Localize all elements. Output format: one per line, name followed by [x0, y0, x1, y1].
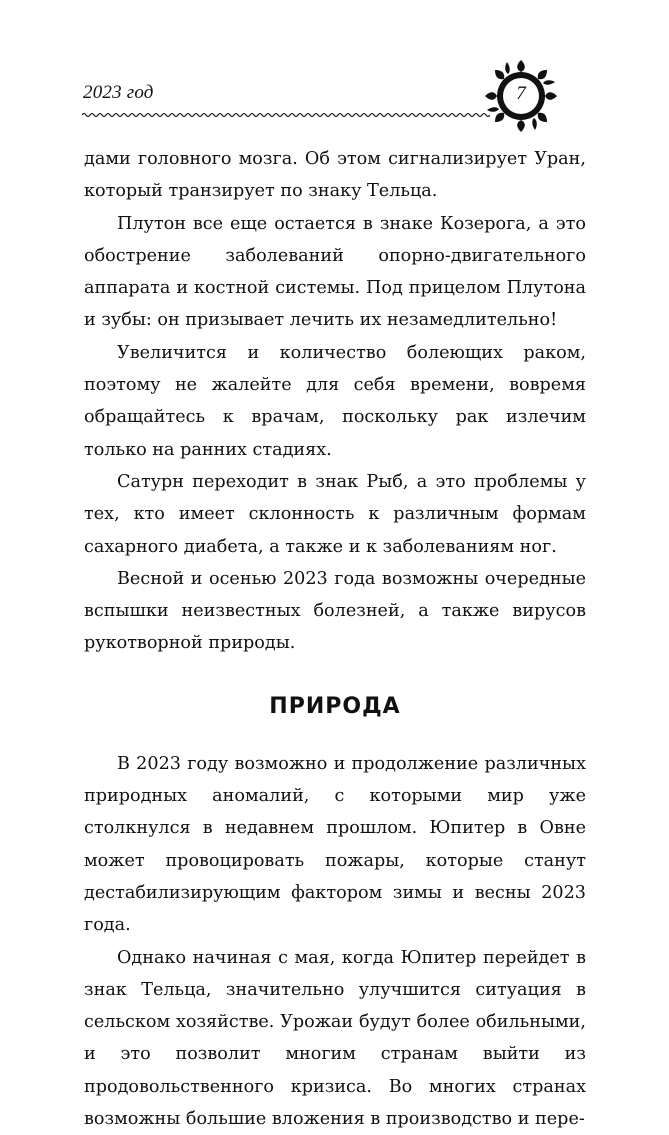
paragraph: Однако начиная с мая, когда Юпитер перейдет в знак Тельца, значительно улучшится ситуация в сельском хозяйстве. Урожаи будут более обильными, и это позволит многим странам выйти из продовольственного кризиса. Во многих странах возможны большие вложения в производство и пере- [84, 947, 586, 1130]
paragraph: Плутон все еще остается в знаке Козерога, а это обострение заболеваний опорно-двигательного аппарата и костной системы. Под прицелом Плутона и зубы: он призывает лечить их незамедлительно! [84, 213, 586, 331]
header-wavy-rule [82, 111, 490, 119]
paragraph: В 2023 году возможно и продолжение различных природных аномалий, с которыми мир уже столкнулся в недавнем прошлом. Юпитер в Овне может провоцировать пожары, которые станут дестабилизирующим фактором зимы и весны 2023 года. [84, 753, 586, 936]
page-number: 7 [516, 83, 526, 104]
paragraph: Увеличится и количество болеющих раком, поэтому не жалейте для себя времени, вовремя обращайтесь к врачам, поскольку рак излечим только на ранних стадиях. [84, 342, 586, 460]
paragraph-continuation: дами головного мозга. Об этом сигнализирует Уран, который транзирует по знаку Тельца. [84, 149, 586, 202]
paragraph: Сатурн переходит в знак Рыб, а это проблемы у тех, кто имеет склонность к различным формам сахарного диабета, а также и к заболеваниям ног. [84, 471, 586, 557]
section-heading: ПРИРОДА [269, 693, 401, 719]
running-head-title: 2023 год [83, 82, 154, 103]
paragraph: Весной и осенью 2023 года возможны очередные вспышки неизвестных болезней, а также вирусов рукотворной природы. [84, 568, 586, 654]
body-text [84, 143, 586, 1135]
